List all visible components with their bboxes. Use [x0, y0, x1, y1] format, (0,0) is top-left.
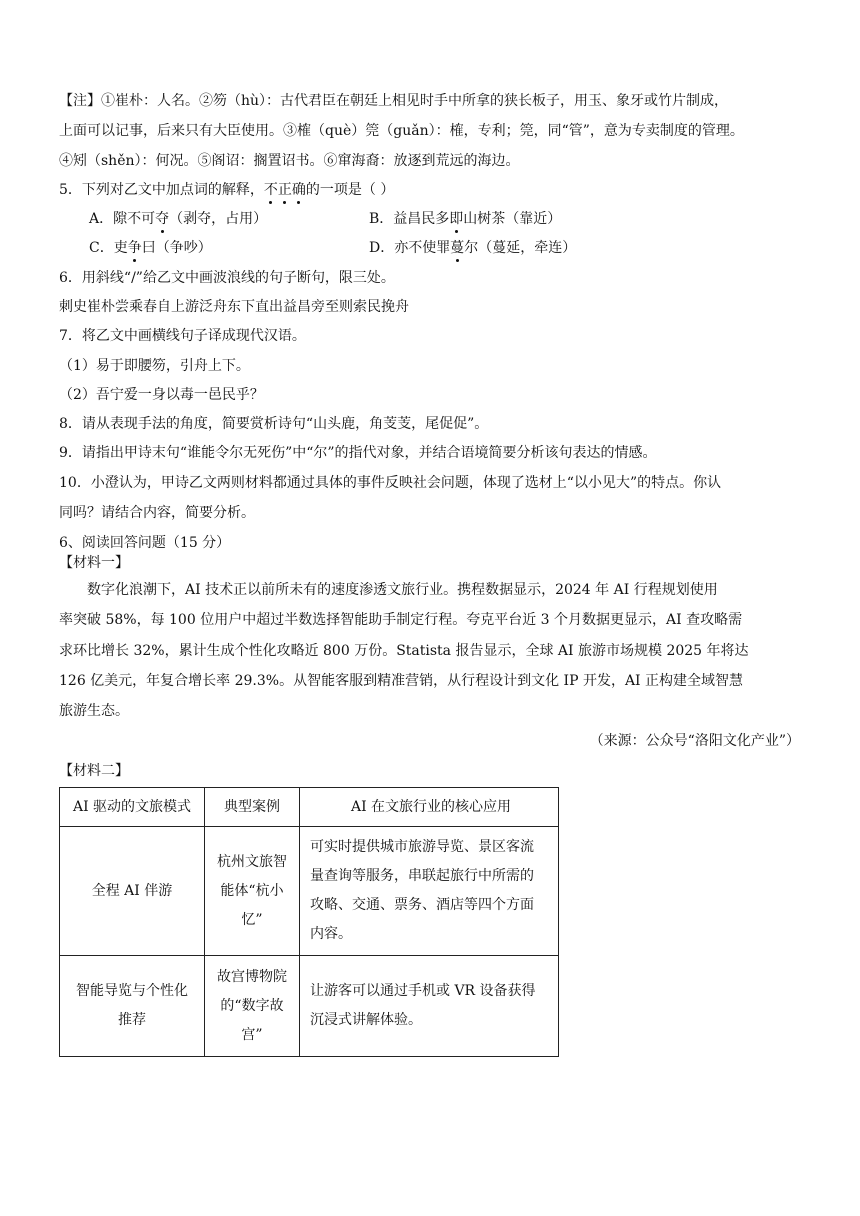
question-10-line-2: 同吗？请结合内容，简要分析。	[59, 505, 255, 521]
table-cell-application: 可实时提供城市旅游导览、景区客流 量查询等服务，串联起旅行中所需的 攻略、交通、票务、酒店等四个方面 内容。	[300, 827, 559, 956]
question-9: 9．请指出甲诗末句“谁能令尔无死伤”中“尔”的指代对象，并结合语境简要分析该句表达的情感。	[59, 445, 657, 461]
emphasis-char: 不	[263, 182, 278, 198]
emphasis-char: 确	[291, 182, 306, 198]
table-cell-case: 杭州文旅智 能体“杭小 忆”	[205, 827, 300, 956]
emphasis-char: 正	[277, 182, 292, 198]
note-line-3: ④矧（shěn）：何况。⑤阁诏：搁置诏书。⑥窜海裔：放逐到荒远的海边。	[59, 153, 520, 169]
question-7-sentence-2: （2）吾宁爱一身以毒一邑民乎？	[59, 387, 264, 403]
material-2-heading: 【材料二】	[59, 763, 129, 779]
option-d: D．亦不使罪蔓尔（蔓延，牵连）	[369, 240, 577, 256]
material-1-line: 126 亿美元，年复合增长率 29.3%。从智能客服到精准营销，从行程设计到文化 IP 开发，AI 正构建全域智慧	[59, 673, 744, 689]
dotted-word: 即	[449, 211, 464, 227]
table-cell-application: 让游客可以通过手机或 VR 设备获得 沉浸式讲解体验。	[300, 956, 559, 1057]
dotted-word: 夺	[155, 211, 170, 227]
material-1-source: （来源：公众号“洛阳文化产业”）	[589, 733, 800, 749]
question-7-sentence-1: （1）易于即腰笏，引舟上下。	[59, 358, 250, 374]
table-header-cell: 典型案例	[205, 788, 300, 827]
section-6-heading: 6、阅读回答问题（15 分）	[59, 535, 231, 551]
material-1-line: 旅游生态。	[59, 703, 129, 719]
table-header-cell: AI 在文旅行业的核心应用	[300, 788, 559, 827]
option-c: C．吏争曰（争吵）	[89, 240, 212, 256]
table-cell-mode: 智能导览与个性化 推荐	[60, 956, 205, 1057]
table-header-row	[60, 788, 559, 827]
table-cell-case: 故宫博物院 的“数字故 宫”	[205, 956, 300, 1057]
table-row	[60, 956, 559, 1057]
dotted-word: 蔓	[450, 240, 465, 256]
material-1-line: 数字化浪潮下，AI 技术正以前所未有的速度渗透文旅行业。携程数据显示，2024 年 AI 行程规划使用	[87, 582, 718, 598]
question-5-stem: 5．下列对乙文中加点词的解释，不正确的一项是（ ）	[59, 182, 395, 198]
material-1-heading: 【材料一】	[59, 555, 129, 571]
option-a: A．隙不可夺（剥夺，占用）	[89, 211, 268, 227]
question-6-sentence: 刺史崔朴尝乘春自上游泛舟东下直出益昌旁至则索民挽舟	[59, 299, 409, 315]
table-row	[60, 827, 559, 956]
option-b: B．益昌民多即山树茶（靠近）	[369, 211, 562, 227]
question-8: 8．请从表现手法的角度，简要赏析诗句“山头鹿，角芰芰，尾促促”。	[59, 416, 489, 432]
material-2-table	[59, 787, 559, 1057]
question-6-stem: 6．用斜线“/”给乙文中画波浪线的句子断句，限三处。	[59, 270, 395, 286]
question-10-line-1: 10．小澄认为，甲诗乙文两则材料都通过具体的事件反映社会问题，体现了选材上“以小见大”的特点。你认	[59, 475, 722, 491]
question-7-stem: 7．将乙文中画横线句子译成现代汉语。	[59, 328, 306, 344]
table-cell-mode: 全程 AI 伴游	[60, 827, 205, 956]
dotted-word: 争	[127, 240, 142, 256]
material-1-line: 率突破 58%，每 100 位用户中超过半数选择智能助手制定行程。夸克平台近 3 个月数据更显示，AI 查攻略需	[59, 612, 743, 628]
note-line-1: 【注】①崔朴：人名。②笏（hù）：古代君臣在朝廷上相见时手中所拿的狭长板子，用玉、象牙或竹片制成，	[59, 93, 729, 109]
note-line-2: 上面可以记事，后来只有大臣使用。③榷（què）筦（guǎn）：榷，专利；筦，同“管”，意为专卖制度的管理。	[59, 123, 744, 139]
material-1-line: 求环比增长 32%，累计生成个性化攻略近 800 万份。Statista 报告显示，全球 AI 旅游市场规模 2025 年将达	[59, 643, 749, 659]
table-header-cell: AI 驱动的文旅模式	[60, 788, 205, 827]
